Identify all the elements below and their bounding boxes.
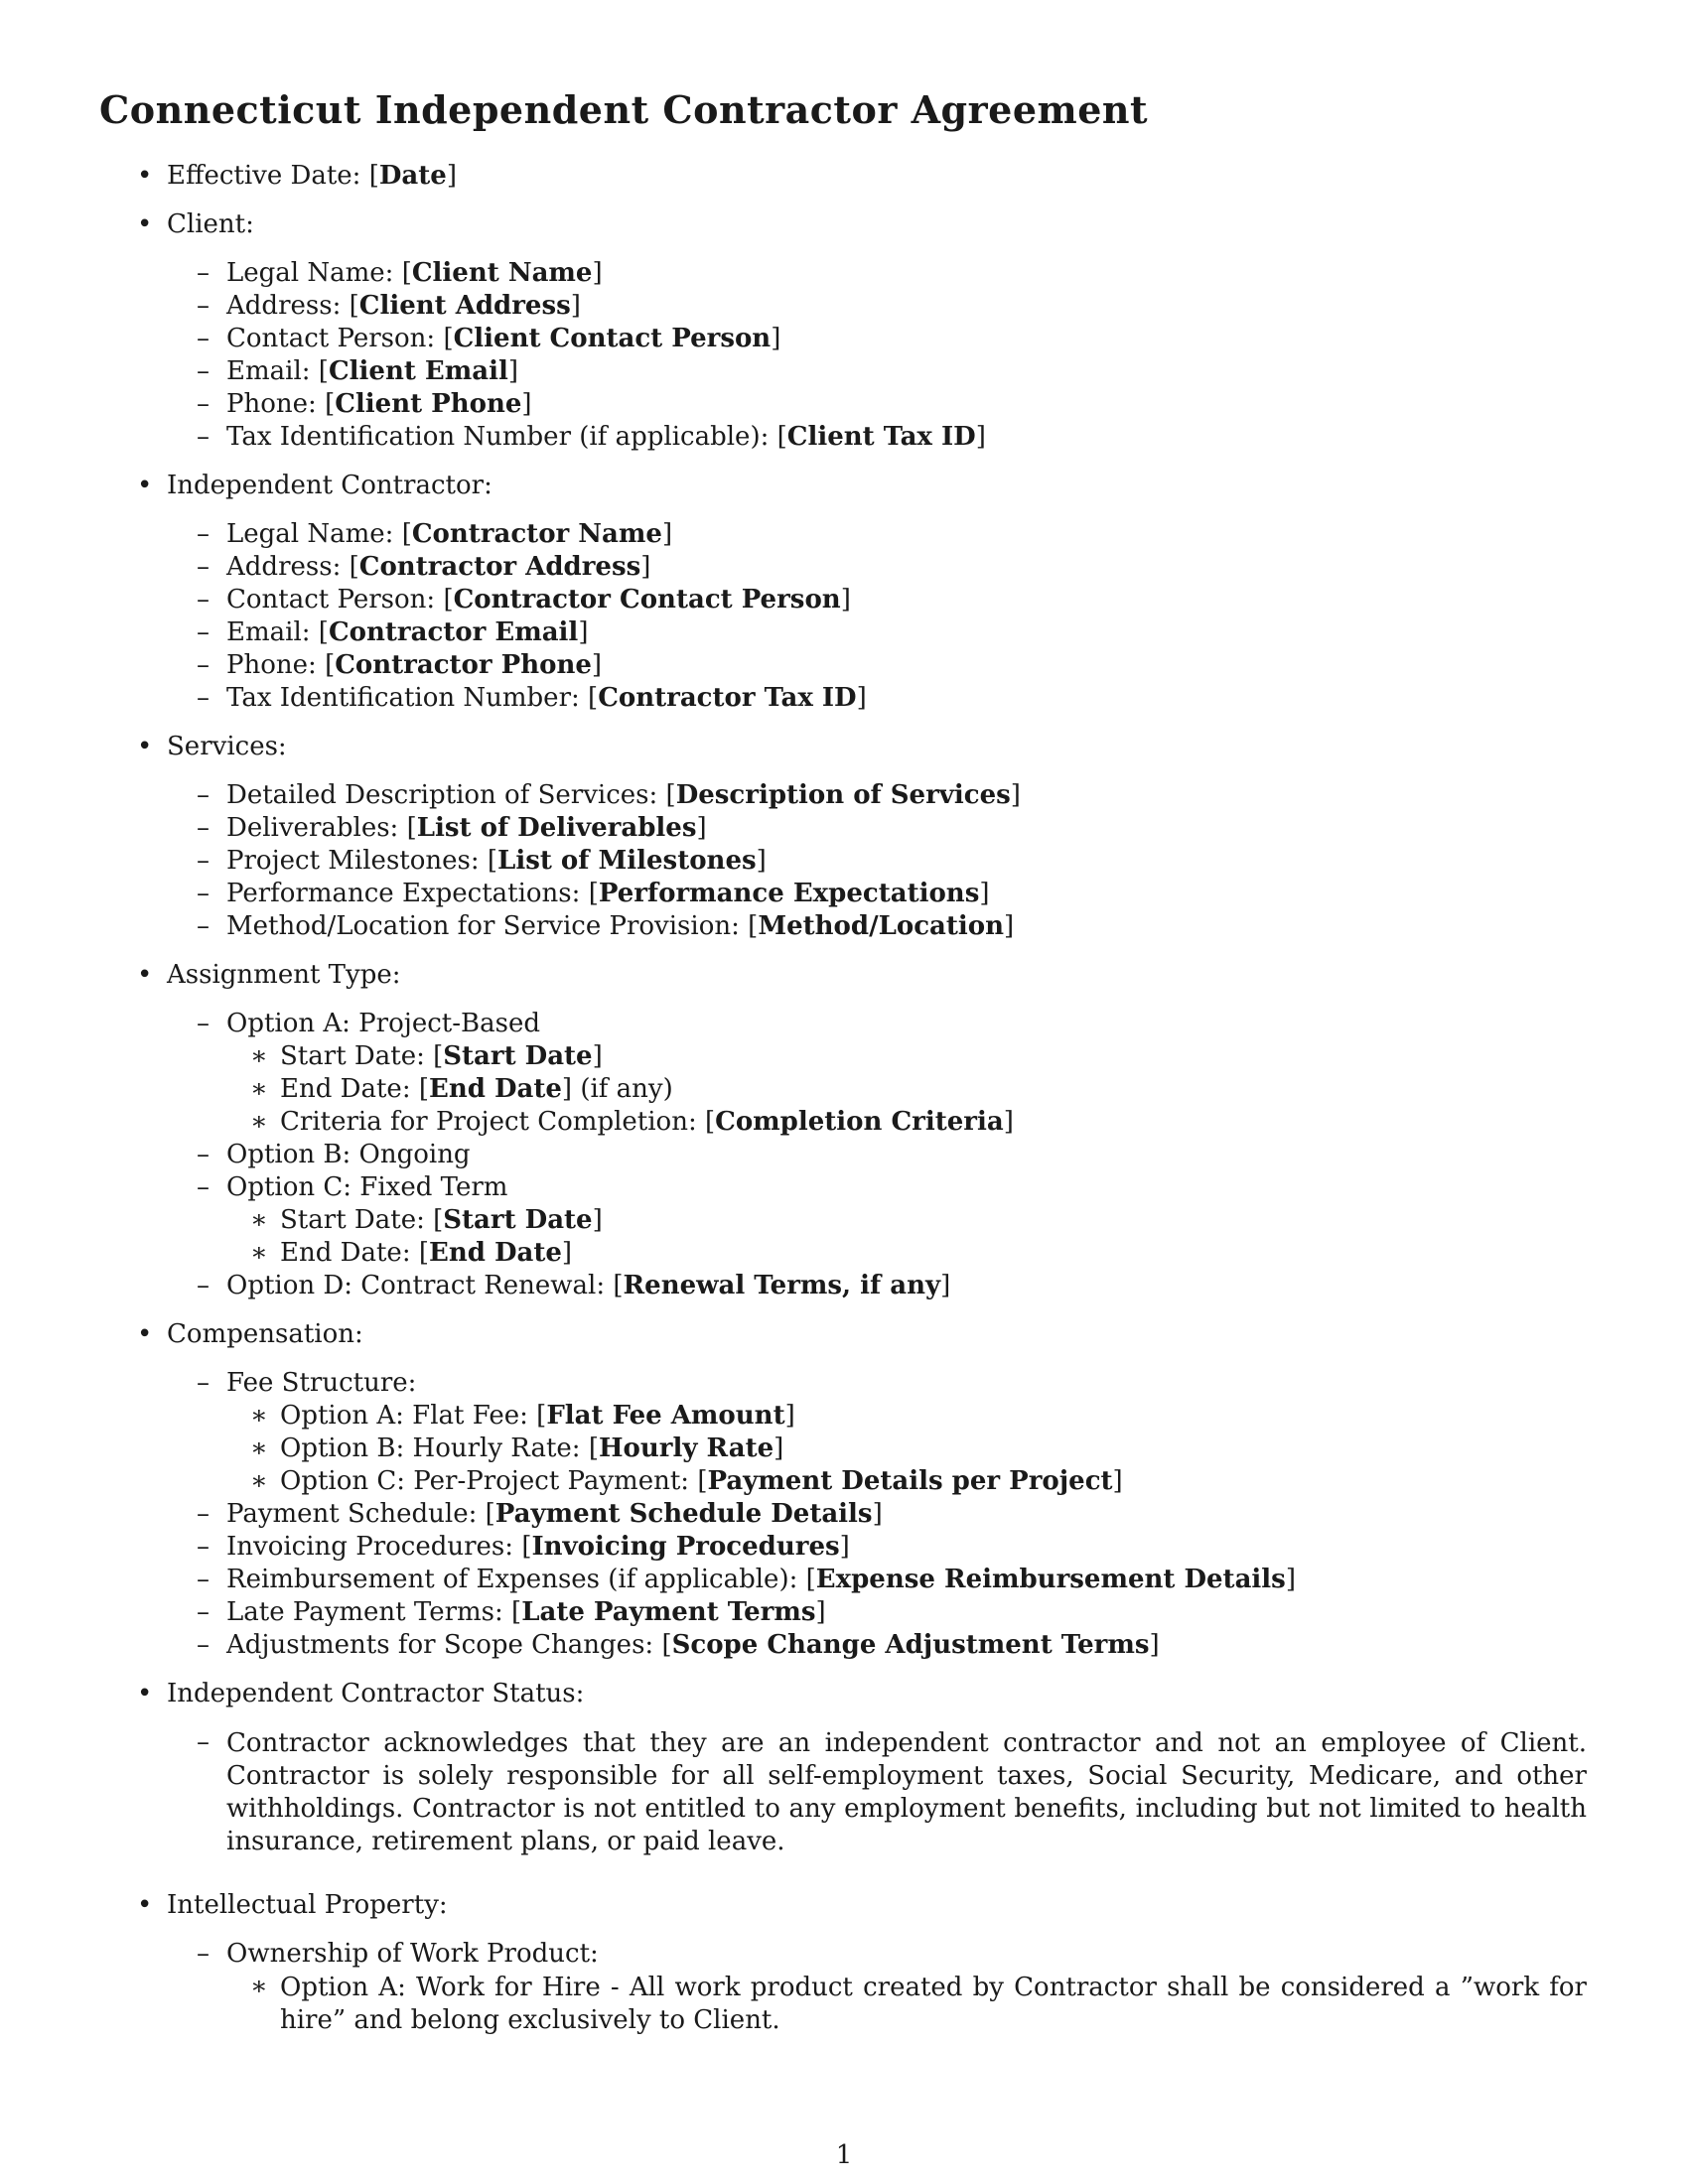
- dash-icon: –: [197, 1630, 210, 1660]
- dash-icon: –: [197, 1727, 210, 1757]
- services-field: Method/Location for Service Provision: [Method/Location]: [226, 911, 1015, 941]
- star-icon: ∗: [250, 1433, 268, 1463]
- assignment-option-c: Option C: Fixed Term: [226, 1172, 508, 1202]
- dash-icon: –: [197, 1271, 210, 1300]
- assignment-option-a: Option A: Project-Based: [226, 1009, 540, 1038]
- services-field: Detailed Description of Services: [Description of Services]: [226, 780, 1021, 810]
- status-paragraph: Contractor acknowledges that they are an independent contractor and not an employee of Client. Contractor is solely responsible for all self-employment taxes, Social Security, Medicare, and other withholdings. Contractor is not entitled to any employment benefits, including but not limited to health insurance, retirement plans, or paid leave.: [226, 1728, 1587, 1856]
- dash-icon: –: [197, 422, 210, 452]
- dash-icon: –: [197, 1499, 210, 1529]
- bullet-icon: •: [137, 732, 153, 761]
- bullet-icon: •: [137, 161, 153, 191]
- services-field: Performance Expectations: [Performance Expectations]: [226, 879, 990, 908]
- client-field: Legal Name: [Client Name]: [226, 258, 603, 288]
- client-field: Tax Identification Number (if applicable): [Client Tax ID]: [226, 422, 986, 452]
- dash-icon: –: [197, 1939, 210, 1969]
- dash-icon: –: [197, 846, 210, 876]
- assignment-option-b: Option B: Ongoing: [226, 1140, 471, 1169]
- star-icon: ∗: [250, 1972, 268, 2001]
- ip-option-a: Option A: Work for Hire - All work product created by Contractor shall be considered a ”work for hire” and belong exclusively to Client.: [280, 1973, 1587, 2035]
- dash-icon: –: [197, 356, 210, 386]
- status-heading: Independent Contractor Status:: [167, 1679, 585, 1708]
- compensation-heading: Compensation:: [167, 1319, 363, 1349]
- document-title: Connecticut Independent Contractor Agreement: [99, 87, 1149, 132]
- date-placeholder: Date: [378, 161, 447, 191]
- dash-icon: –: [197, 1368, 210, 1398]
- page-number: 1: [835, 2140, 853, 2170]
- dash-icon: –: [197, 683, 210, 713]
- dash-icon: –: [197, 258, 210, 288]
- dash-icon: –: [197, 650, 210, 680]
- star-icon: ∗: [250, 1205, 268, 1235]
- contractor-field: Legal Name: [Contractor Name]: [226, 519, 673, 549]
- contractor-field: Email: [Contractor Email]: [226, 617, 589, 647]
- star-icon: ∗: [250, 1466, 268, 1496]
- compensation-field: Adjustments for Scope Changes: [Scope Change Adjustment Terms]: [226, 1630, 1160, 1660]
- bullet-icon: •: [137, 471, 153, 500]
- contractor-heading: Independent Contractor:: [167, 471, 492, 500]
- fee-option-a: Option A: Flat Fee: [Flat Fee Amount]: [280, 1401, 795, 1431]
- dash-icon: –: [197, 1009, 210, 1038]
- compensation-field: Reimbursement of Expenses (if applicable): [Expense Reimbursement Details]: [226, 1565, 1296, 1594]
- bullet-icon: •: [137, 1679, 153, 1708]
- services-field: Deliverables: [List of Deliverables]: [226, 813, 707, 843]
- services-heading: Services:: [167, 732, 287, 761]
- contractor-field: Address: [Contractor Address]: [226, 552, 651, 582]
- star-icon: ∗: [250, 1107, 268, 1137]
- assignment-heading: Assignment Type:: [167, 960, 401, 990]
- dash-icon: –: [197, 1532, 210, 1562]
- client-field: Email: [Client Email]: [226, 356, 518, 386]
- bullet-icon: •: [137, 1319, 153, 1349]
- assignment-c-end: End Date: [End Date]: [280, 1238, 573, 1268]
- bullet-icon: •: [137, 1890, 153, 1920]
- dash-icon: –: [197, 1172, 210, 1202]
- dash-icon: –: [197, 1597, 210, 1627]
- contractor-field: Tax Identification Number: [Contractor Tax ID]: [226, 683, 867, 713]
- star-icon: ∗: [250, 1074, 268, 1104]
- dash-icon: –: [197, 813, 210, 843]
- assignment-a-end: End Date: [End Date] (if any): [280, 1074, 673, 1104]
- star-icon: ∗: [250, 1041, 268, 1071]
- fee-option-b: Option B: Hourly Rate: [Hourly Rate]: [280, 1433, 784, 1463]
- bullet-icon: •: [137, 960, 153, 990]
- assignment-a-start: Start Date: [Start Date]: [280, 1041, 603, 1071]
- assignment-option-d: Option D: Contract Renewal: [Renewal Terms, if any]: [226, 1271, 951, 1300]
- dash-icon: –: [197, 1565, 210, 1594]
- dash-icon: –: [197, 585, 210, 614]
- client-field: Contact Person: [Client Contact Person]: [226, 324, 781, 353]
- fee-structure: Fee Structure:: [226, 1368, 417, 1398]
- dash-icon: –: [197, 1140, 210, 1169]
- star-icon: ∗: [250, 1238, 268, 1268]
- dash-icon: –: [197, 389, 210, 419]
- services-field: Project Milestones: [List of Milestones]: [226, 846, 767, 876]
- star-icon: ∗: [250, 1401, 268, 1431]
- compensation-field: Invoicing Procedures: [Invoicing Procedures]: [226, 1532, 850, 1562]
- ip-ownership: Ownership of Work Product:: [226, 1939, 599, 1969]
- assignment-c-start: Start Date: [Start Date]: [280, 1205, 603, 1235]
- effective-date-item: Effective Date: [Date]: [167, 161, 457, 191]
- contractor-field: Phone: [Contractor Phone]: [226, 650, 603, 680]
- compensation-field: Payment Schedule: [Payment Schedule Details]: [226, 1499, 883, 1529]
- ip-heading: Intellectual Property:: [167, 1890, 448, 1920]
- compensation-field: Late Payment Terms: [Late Payment Terms]: [226, 1597, 826, 1627]
- dash-icon: –: [197, 780, 210, 810]
- dash-icon: –: [197, 552, 210, 582]
- assignment-a-criteria: Criteria for Project Completion: [Completion Criteria]: [280, 1107, 1014, 1137]
- client-field: Address: [Client Address]: [226, 291, 581, 321]
- fee-option-c: Option C: Per-Project Payment: [Payment Details per Project]: [280, 1466, 1123, 1496]
- dash-icon: –: [197, 324, 210, 353]
- bullet-icon: •: [137, 209, 153, 239]
- dash-icon: –: [197, 519, 210, 549]
- client-heading: Client:: [167, 209, 254, 239]
- client-field: Phone: [Client Phone]: [226, 389, 532, 419]
- contractor-field: Contact Person: [Contractor Contact Person]: [226, 585, 851, 614]
- dash-icon: –: [197, 879, 210, 908]
- dash-icon: –: [197, 617, 210, 647]
- dash-icon: –: [197, 291, 210, 321]
- dash-icon: –: [197, 911, 210, 941]
